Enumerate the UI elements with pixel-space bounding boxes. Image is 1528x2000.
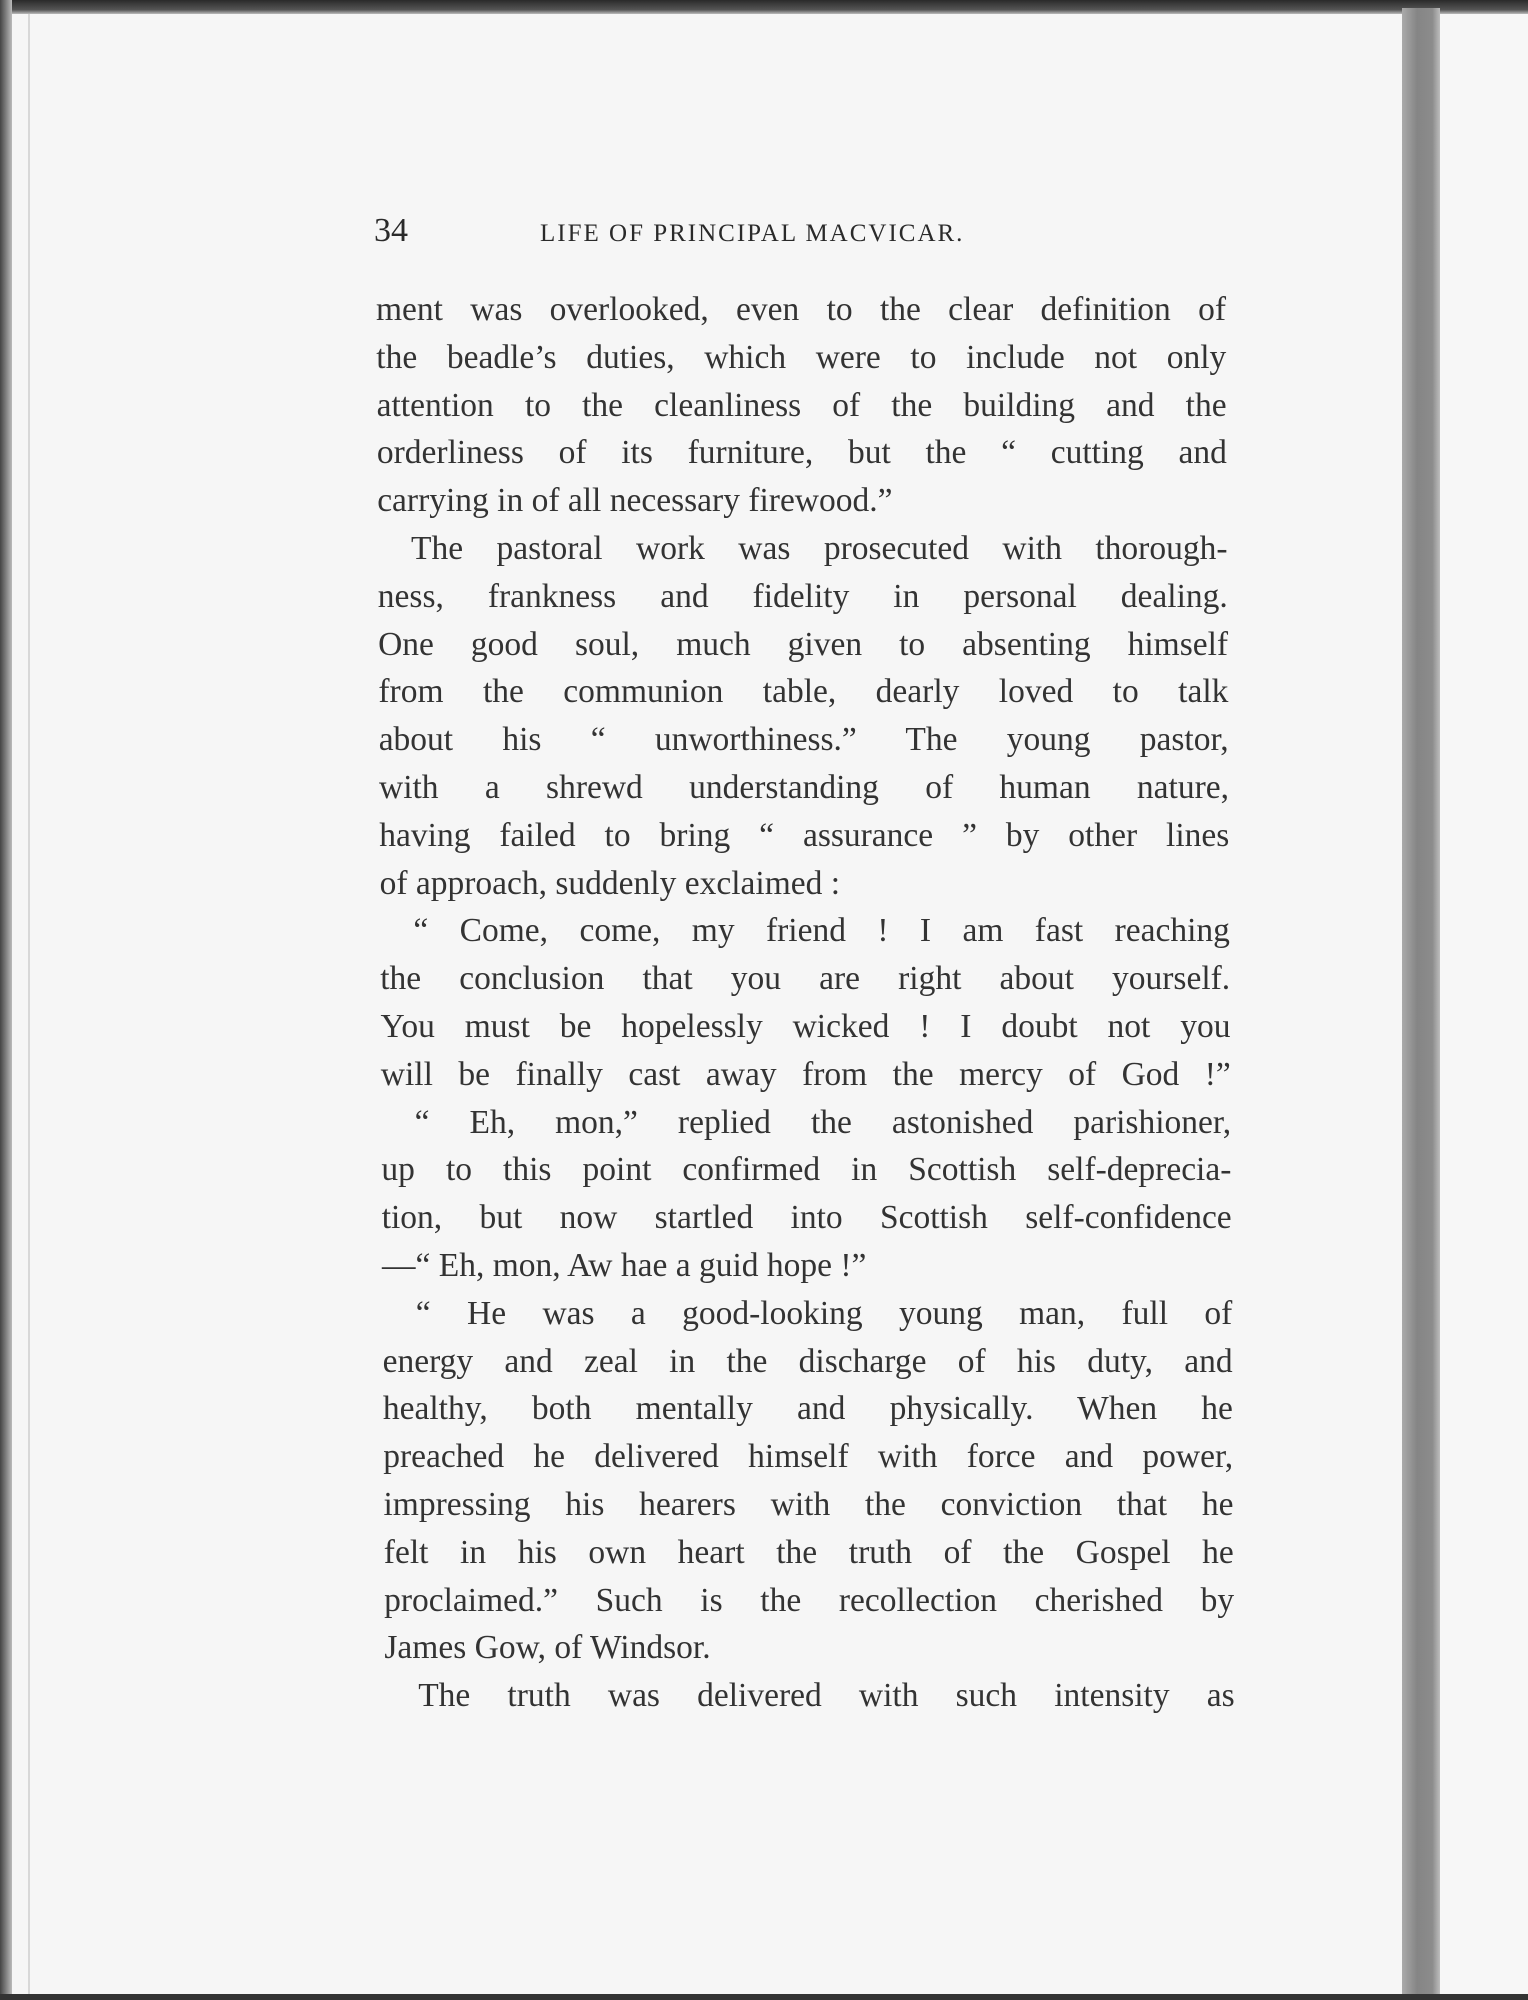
- running-title: LIFE OF PRINCIPAL MACVICAR.: [540, 220, 965, 247]
- text-line: “ Come, come, my friend ! I am fast reaching: [379, 912, 1230, 950]
- text-line: energy and zeal in the discharge of his duty, and: [382, 1342, 1233, 1380]
- scan-left-edge: [0, 0, 12, 2000]
- text-line: will be finally cast away from the mercy of God !”: [380, 1055, 1231, 1093]
- text-line: with a shrewd understanding of human nature,: [379, 769, 1229, 806]
- text-line: The pastoral work was prosecuted with thorough-: [377, 530, 1228, 567]
- scan-top-edge: [0, 0, 1528, 14]
- text-line: attention to the cleanliness of the building and the: [376, 386, 1227, 424]
- text-line: of approach, suddenly exclaimed :: [379, 864, 841, 902]
- text-line: the conclusion that you are right about yourself.: [380, 960, 1231, 998]
- text-line: James Gow, of Windsor.: [384, 1629, 711, 1667]
- text-line: having failed to bring “ assurance ” by other lines: [379, 816, 1230, 854]
- page-edge-line: [28, 14, 30, 2000]
- text-line: You must be hopelessly wicked ! I doubt not you: [380, 1008, 1231, 1045]
- book-gutter-shadow: [1402, 8, 1440, 2000]
- text-line: The truth was delivered with such intensity as: [384, 1677, 1235, 1715]
- text-line: ment was overlooked, even to the clear definition of: [376, 291, 1226, 328]
- text-line: from the communion table, dearly loved to talk: [378, 673, 1229, 711]
- scan-bottom-edge: [0, 1994, 1528, 2000]
- text-line: the beadle’s duties, which were to include not only: [376, 338, 1227, 376]
- text-line: tion, but now startled into Scottish self-confidence: [381, 1199, 1232, 1237]
- page-number: 34: [374, 212, 408, 249]
- text-line: —“ Eh, mon, Aw hae a guid hope !”: [382, 1247, 867, 1284]
- text-line: about his “ unworthiness.” The young pastor,: [378, 721, 1229, 759]
- facing-page-edge: [1440, 14, 1528, 2000]
- text-line: orderliness of its furniture, but the “ cutting and: [376, 434, 1227, 472]
- text-line: impressing his hearers with the conviction that he: [383, 1486, 1234, 1523]
- text-line: “ Eh, mon,” replied the astonished parishioner,: [381, 1103, 1232, 1141]
- text-line: felt in his own heart the truth of the Gospel he: [383, 1533, 1234, 1571]
- text-line: “ He was a good-looking young man, full of: [382, 1294, 1233, 1332]
- text-line: carrying in of all necessary firewood.”: [377, 482, 893, 520]
- text-line: One good soul, much given to absenting himself: [378, 625, 1229, 663]
- text-line: ness, frankness and fidelity in personal dealing.: [377, 577, 1228, 615]
- text-line: proclaimed.” Such is the recollection cherished by: [384, 1581, 1235, 1619]
- text-line: preached he delivered himself with force and power,: [383, 1438, 1234, 1476]
- text-line: up to this point confirmed in Scottish self-deprecia-: [381, 1151, 1232, 1189]
- text-line: healthy, both mentally and physically. When he: [382, 1390, 1233, 1428]
